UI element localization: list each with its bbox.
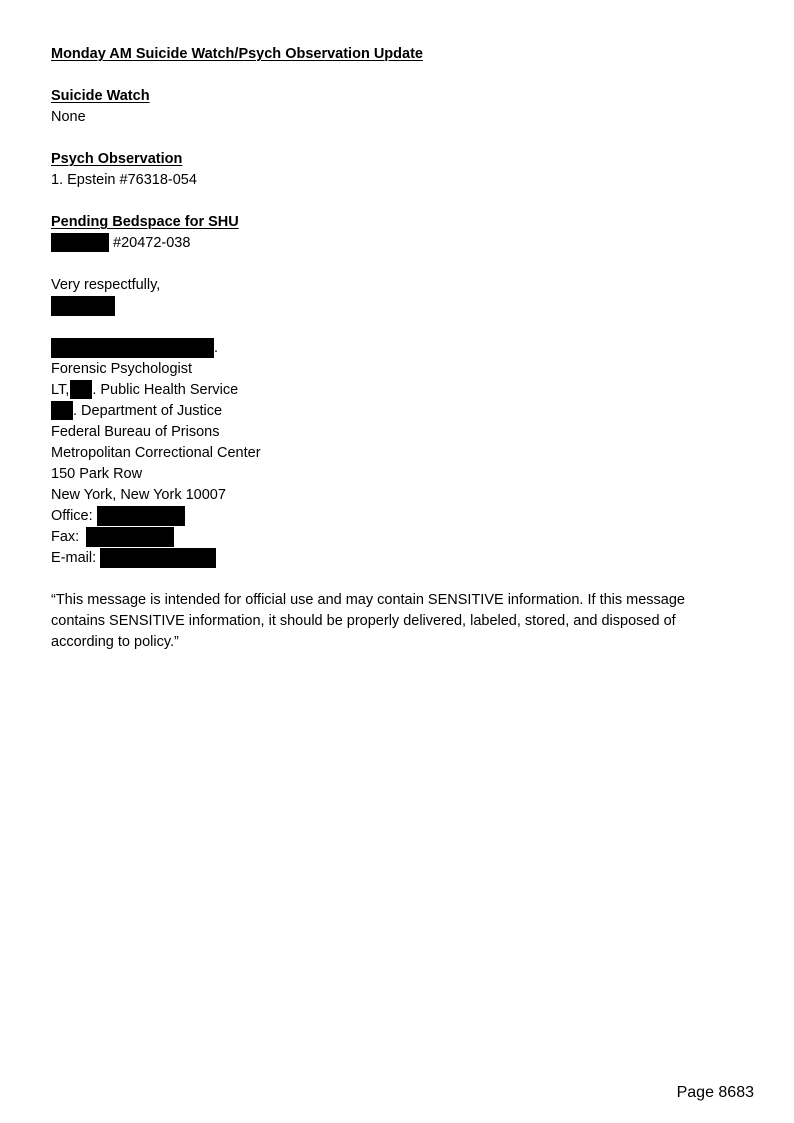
redaction-block bbox=[100, 548, 216, 568]
pending-bedspace-heading: Pending Bedspace for SHU bbox=[51, 214, 239, 230]
signature-fax bbox=[51, 527, 751, 548]
signature-rank bbox=[51, 380, 751, 401]
redaction-block bbox=[70, 380, 92, 399]
signature-closing: Very respectfully, bbox=[51, 277, 161, 293]
signature-facility: Metropolitan Correctional Center bbox=[51, 445, 261, 461]
signature-city: New York, New York 10007 bbox=[51, 487, 226, 503]
suicide-watch-value: None bbox=[51, 109, 86, 125]
redaction-block bbox=[51, 233, 109, 252]
signature-bureau: Federal Bureau of Prisons bbox=[51, 424, 220, 440]
redaction-block bbox=[86, 527, 174, 547]
redaction-block bbox=[51, 296, 115, 316]
suicide-watch-heading: Suicide Watch bbox=[51, 88, 150, 104]
office-label: Office: bbox=[51, 508, 93, 524]
document-body bbox=[51, 44, 751, 653]
signature-rank-prefix: LT, bbox=[51, 382, 70, 398]
signature-office bbox=[51, 506, 751, 527]
redaction-block bbox=[51, 401, 73, 420]
signature-department bbox=[51, 401, 751, 422]
email-label: E-mail: bbox=[51, 550, 97, 566]
signature-rank-suffix: . Public Health Service bbox=[92, 382, 239, 398]
pending-bedspace-entry bbox=[51, 233, 751, 254]
signature-dept-suffix: . Department of Justice bbox=[73, 403, 223, 419]
fax-label: Fax: bbox=[51, 529, 80, 545]
pending-bedspace-inmate-number: #20472-038 bbox=[113, 235, 191, 251]
psych-observation-item: 1. Epstein #76318-054 bbox=[51, 172, 197, 188]
sensitivity-notice: “This message is intended for official use and may contain SENSITIVE information. If this message contains SENSITIVE information, it should be properly delivered, labeled, stored, and disposed of according to policy.” bbox=[51, 592, 685, 650]
redaction-block bbox=[51, 338, 214, 358]
page-number: Page 8683 bbox=[676, 1084, 754, 1101]
signature-street: 150 Park Row bbox=[51, 466, 143, 482]
signature-name-suffix: . bbox=[214, 340, 219, 356]
signature-email bbox=[51, 548, 751, 569]
signature-title: Forensic Psychologist bbox=[51, 361, 193, 377]
signature-full-name bbox=[51, 338, 751, 359]
psych-observation-heading: Psych Observation bbox=[51, 151, 183, 167]
page-title: Monday AM Suicide Watch/Psych Observation Update bbox=[51, 46, 423, 62]
redaction-block bbox=[97, 506, 185, 526]
signature-redacted-name bbox=[51, 296, 751, 317]
